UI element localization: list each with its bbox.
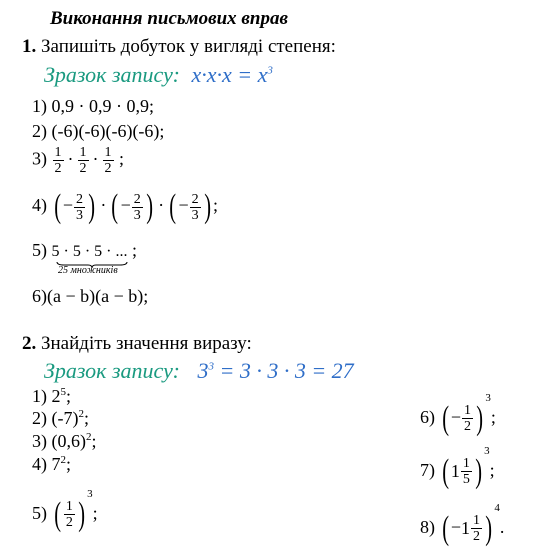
- fraction: $\frac{1}{2}$: [65, 499, 73, 531]
- task-2-item-4: 4) $7^2$;: [32, 454, 72, 474]
- task-2-text: Знайдіть значення виразу:: [41, 333, 252, 354]
- fraction: $\frac{1}{2}$: [79, 145, 87, 176]
- page-title: Виконання письмових вправ: [50, 8, 288, 29]
- task-1-item-5: 5) 5 · 5 · 5 · ... ;: [32, 240, 137, 260]
- fraction: $\frac{2}{3}$: [133, 191, 141, 223]
- fraction: $\frac{1}{2}$: [472, 513, 480, 545]
- task-2-item-5: 5) ( $\frac{1}{2}$ )$^3$;: [32, 488, 98, 533]
- task-2-heading: [22, 333, 252, 355]
- task-2-sample-expr: $3^3 = 3 \cdot 3 \cdot 3 = 27$: [197, 358, 354, 383]
- task-1-item-6: 6)(a − b)(a − b);: [32, 286, 149, 306]
- task-1-sample-label: Зразок запису:: [44, 62, 180, 87]
- task-2-number: 2.: [22, 333, 37, 354]
- task-1-text: Запишіть добуток у вигляді степеня:: [41, 36, 336, 57]
- underbrace-label: 25 множників: [58, 265, 118, 276]
- fraction: $\frac{2}{3}$: [191, 191, 199, 223]
- task-2-item-8: 8) ( − 1 $\frac{1}{2}$ )$^4$.: [420, 502, 505, 547]
- task-1-sample-expr: $x\cdot x\cdot x = x^3$: [191, 62, 273, 87]
- task-1-number: 1.: [22, 36, 37, 57]
- task-2-item-1: 1) $2^5$;: [32, 386, 72, 406]
- task-1-item-4: 4) ( − $\frac{2}{3}$ ) · ( − $\frac{2}{3}$ ) · ( − $\frac{2}{3}$ ) ;: [32, 188, 218, 225]
- task-2-sample-label: Зразок запису:: [44, 358, 180, 383]
- task-2-item-6: 6) ( − $\frac{1}{2}$ )$^3$;: [420, 392, 496, 437]
- task-2-item-2: 2) $(-7)^2$;: [32, 408, 89, 428]
- task-2-item-3: 3) $(0,6)^2$;: [32, 431, 97, 451]
- task-1-item-1: 1) 0,9 · 0,9 · 0,9;: [32, 96, 154, 116]
- fraction: $\frac{1}{2}$: [54, 145, 62, 176]
- task-1-sample: [44, 62, 273, 88]
- task-1-item-2: 2) (-6)(-6)(-6)(-6);: [32, 121, 165, 141]
- fraction: $\frac{1}{5}$: [462, 456, 470, 488]
- fraction: $\frac{2}{3}$: [75, 191, 83, 223]
- task-2-item-7: 7) ( 1 $\frac{1}{5}$ )$^3$;: [420, 445, 495, 490]
- task-1-item-3: 3) $\frac{1}{2}$ · $\frac{1}{2}$ · $\frac{1}{2}$ ;: [32, 145, 125, 176]
- fraction: $\frac{1}{2}$: [463, 403, 471, 435]
- fraction: $\frac{1}{2}$: [104, 145, 112, 176]
- task-2-sample: [44, 358, 354, 384]
- task-1-heading: [22, 36, 336, 58]
